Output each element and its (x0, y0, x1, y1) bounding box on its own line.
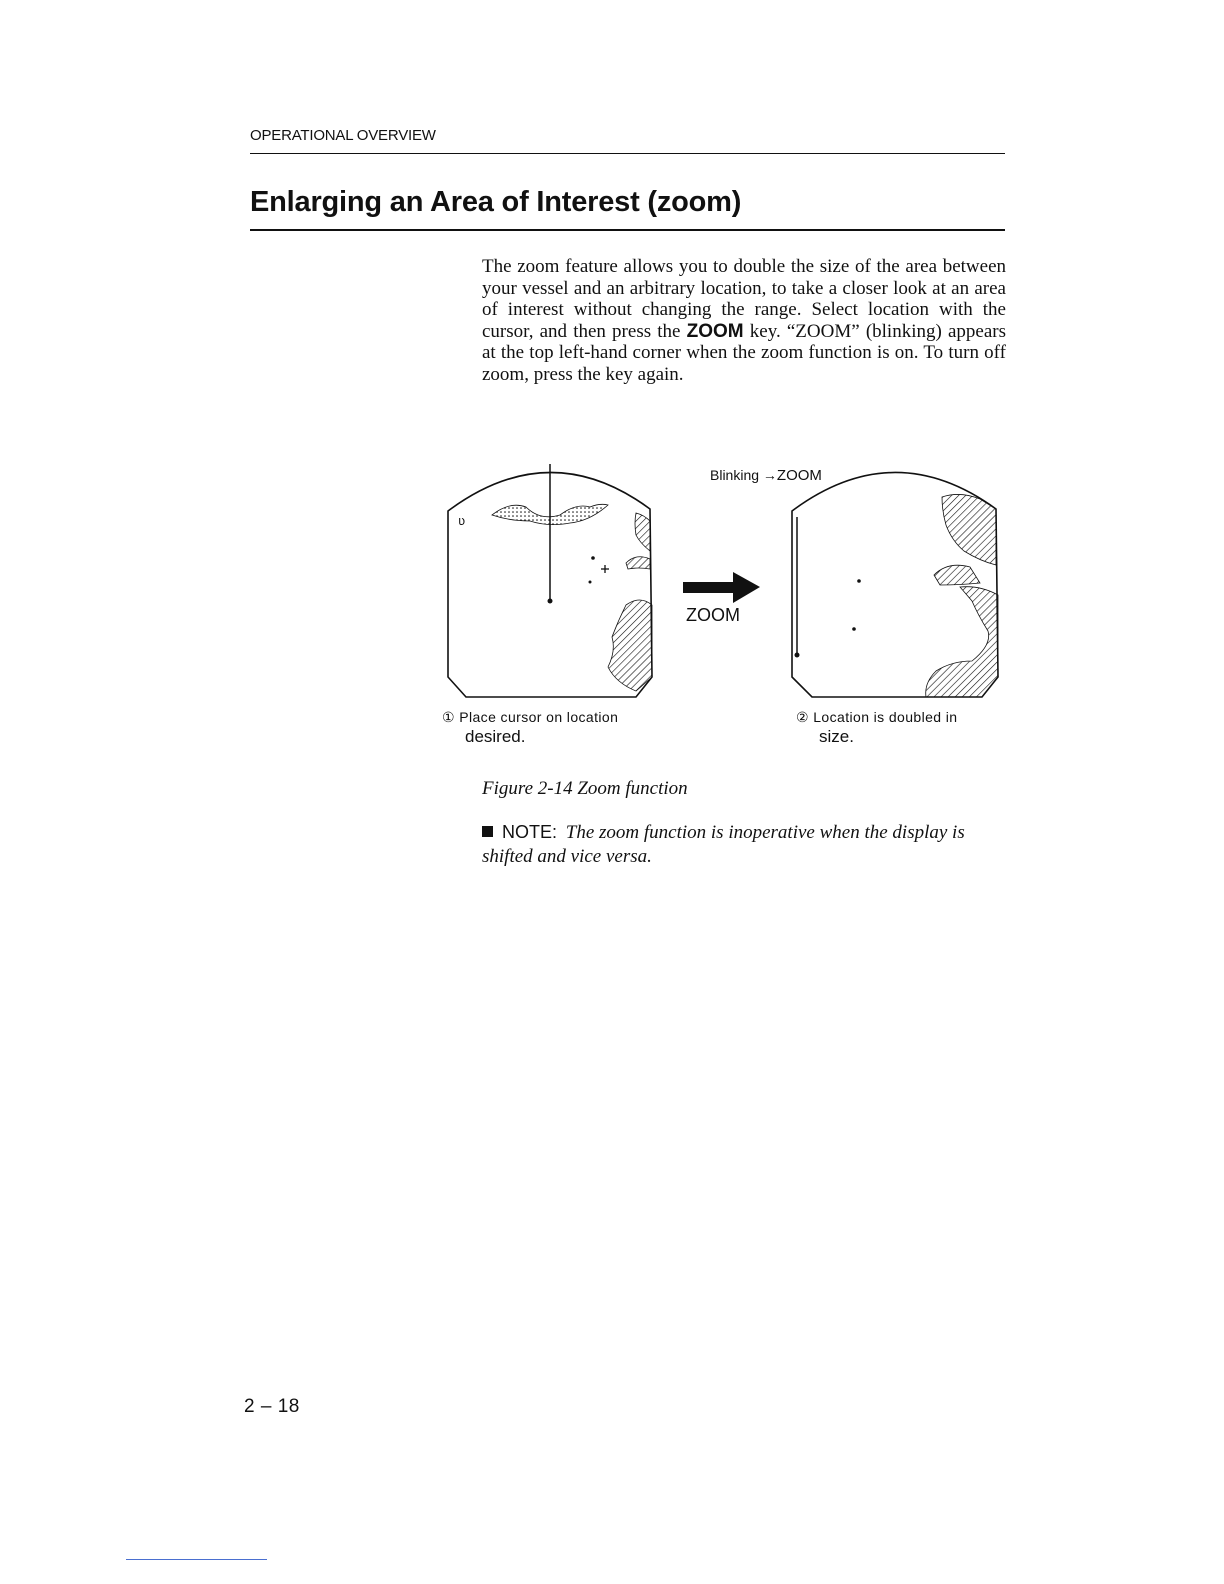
blinking-zoom-label (710, 467, 822, 484)
footer-line (126, 1559, 267, 1560)
header-rule (250, 153, 1005, 154)
target-echo-right-2 (852, 627, 856, 631)
coastline-right-upper-left (635, 513, 650, 551)
step-2-line-1: Location is doubled in (813, 709, 958, 725)
radar-display-zoomed (792, 472, 998, 697)
step-1-caption (442, 709, 618, 726)
own-ship-left (548, 599, 553, 604)
body-paragraph (482, 256, 1006, 386)
target-echo-right-1 (857, 579, 861, 583)
zoom-arrow-label: ZOOM (686, 605, 740, 625)
coastline-right-lower-right (926, 587, 998, 697)
blinking-arrow: → (762, 467, 777, 483)
step-2-caption (796, 709, 957, 726)
island-right (934, 565, 980, 585)
step-2-number: ② (796, 709, 809, 725)
step-1-number: ① (442, 709, 455, 725)
v-mark-left: ʋ (458, 514, 466, 528)
zoom-figure (440, 455, 1010, 755)
body-text-after-key: key. “ZOOM” (blinking) appears at the top left-hand corner when the zoom function is on. To turn off zoom, press the key again. (482, 320, 1006, 385)
page-number: 2 – 18 (244, 1396, 300, 1417)
step-1-line-1: Place cursor on location (459, 709, 619, 725)
note-bullet (482, 826, 493, 837)
note-text: The zoom function is inoperative when the display is shifted and vice versa. (482, 822, 965, 867)
cursor-mark (601, 565, 609, 573)
island-left (626, 557, 650, 569)
blinking-label: Blinking (710, 467, 760, 483)
body-text-before-key: The zoom feature allows you to double the size of the area between your vessel and an arbitrary location, to take a closer look at an area of interest without changing the range. Select location with the cursor, and then press the (482, 256, 1006, 342)
title-rule (250, 229, 1005, 231)
note-block (482, 820, 1006, 869)
coastline-right-upper-right (942, 494, 996, 565)
note-label: NOTE: (502, 822, 558, 842)
step-2-caption-line-2: size. (819, 727, 854, 746)
section-header: OPERATIONAL OVERVIEW (250, 127, 436, 144)
zoom-key-label: ZOOM (686, 320, 744, 342)
own-ship-right (795, 653, 800, 658)
page-title: Enlarging an Area of Interest (zoom) (250, 186, 742, 218)
coastline-right-lower-left (608, 600, 652, 691)
target-echo-left-2 (589, 581, 592, 584)
figure-caption: Figure 2-14 Zoom function (482, 778, 688, 799)
zoom-arrow (683, 572, 760, 603)
radar-display-normal (448, 464, 652, 697)
zoom-indicator-text: ZOOM (776, 467, 822, 484)
step-1-caption-line-2: desired. (465, 727, 526, 746)
target-echo-left-1 (591, 556, 595, 560)
